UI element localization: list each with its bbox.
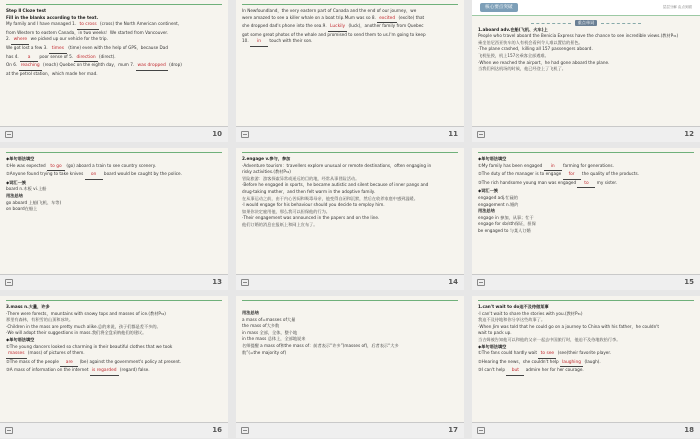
text-segment: 1.can't wait to do迫不及待做某事 <box>478 304 549 309</box>
slide-text-line <box>478 337 694 344</box>
slide-text-line <box>478 27 694 34</box>
thumbnail-select-icon[interactable] <box>477 131 485 138</box>
text-segment: On 6. <box>6 62 19 68</box>
text-segment: ◆单句语法填空 <box>478 343 507 349</box>
slide-text-line <box>478 180 694 189</box>
text-segment: poor sense of 5. <box>38 53 75 59</box>
slide-text-line <box>242 176 458 183</box>
text-segment: (excite) that <box>397 14 425 20</box>
slide-text-line <box>242 182 458 189</box>
answer-blank: masses <box>6 351 27 359</box>
text-segment: ·Children in the mass are pretty much alike.总的来说，孩子们都是差不多的。 <box>6 323 161 329</box>
section-tag-row <box>478 20 694 27</box>
text-segment: she dropped dad's phone into the sea.9. <box>242 23 328 29</box>
section-header-subtitle: 层层分解 由点到面 <box>662 5 692 9</box>
text-segment: ·When Jim was told that he could go on a journey to China with his father，he couldn't <box>478 323 660 329</box>
text-segment: ②Hearing the news，she couldn't help <box>478 358 561 364</box>
answer-blank: but <box>506 368 524 376</box>
slide-number: 18 <box>684 426 694 434</box>
text-segment: 当我们到达机场的时候，他已经登上了飞机了。 <box>478 66 566 72</box>
slide-number: 15 <box>684 278 694 286</box>
text-segment: engaged adj.忙碌的 <box>478 194 518 200</box>
text-segment: 2. <box>6 36 12 42</box>
slide-text-line <box>6 54 222 63</box>
text-segment: a mass of=masses of大量 <box>242 316 296 322</box>
text-segment: 在从事运动之前，由于内心苦闷和吸毒母亲，他变得自闭和沉默，然后在收养家庭中感到温暖。 <box>242 195 418 201</box>
slide-text-line <box>6 71 222 78</box>
text-segment: ◆词汇一族 <box>6 179 26 185</box>
text-segment: got some great photos of the whale and promised to send them to us.I'm going to keep <box>242 31 426 37</box>
slide-text-line <box>478 304 694 311</box>
slide-text-line <box>478 40 694 47</box>
text-segment: ·Their engagement was announced in the papers and on the line. <box>242 215 380 221</box>
text-segment: (direct). <box>97 53 116 59</box>
slide-text-line <box>242 196 458 203</box>
slide-text-line <box>242 189 458 196</box>
slide-text-line <box>478 188 694 195</box>
text-segment: 冒险旅游：游客探索异常或遥远的目的地，经常从事冒险活动。 <box>242 175 360 181</box>
answer-blank: for <box>563 172 581 180</box>
text-segment: 飞机坠毁，机上157名乘客全部遇难。 <box>478 52 549 58</box>
answer-blank: direction <box>74 55 97 63</box>
text-segment: from Western to eastern Canada，in two weeks！We started from Vancouver． <box>6 29 172 35</box>
slide-text-line <box>6 186 222 193</box>
slide-thumbnail[interactable] <box>0 296 228 438</box>
answer-blank: in <box>250 39 268 47</box>
slide-text-line <box>478 156 694 163</box>
text-segment: wait to pack up. <box>478 330 512 336</box>
slide-text-line <box>478 324 694 331</box>
text-segment: ②The mass of the people <box>6 358 61 364</box>
answer-blank: to <box>577 181 595 189</box>
slide-text-line <box>6 156 222 163</box>
slide-text-line <box>478 221 694 228</box>
text-segment: at the petrol station，which made her mad. <box>6 70 98 76</box>
thumbnail-select-icon[interactable] <box>5 427 13 434</box>
slide-text-line <box>242 8 458 15</box>
text-segment: 用法总结 <box>242 310 259 315</box>
slide-text-line <box>242 350 458 357</box>
slide-thumbnail[interactable] <box>236 296 464 438</box>
text-segment: (go) aboard a train to see country scenery. <box>65 162 156 168</box>
text-segment: 2.engage v.参与，参加 <box>242 156 291 161</box>
text-segment: ◆单句语法填空 <box>6 156 35 161</box>
thumbnail-select-icon[interactable] <box>477 427 485 434</box>
answer-blank: times <box>49 46 67 54</box>
slide-text-line <box>242 38 458 47</box>
text-segment: the mass of大多数 <box>242 323 280 329</box>
text-segment: ·Adventure tourism：travellers explore unusual or remote destinations，often engaging in <box>242 162 432 168</box>
slide-text-line <box>478 46 694 53</box>
slide-text-line <box>6 337 222 344</box>
slide-text-line <box>6 200 222 207</box>
slide-text-line <box>6 304 222 311</box>
text-segment: ·I would engage for his behaviour should you decide to employ him. <box>242 202 385 208</box>
slide-thumbnail[interactable] <box>236 148 464 290</box>
slide-text-line <box>6 193 222 200</box>
slide-text-line <box>6 317 222 324</box>
section-tag: 重点单词 <box>575 20 598 26</box>
answer-blank: a <box>20 55 38 63</box>
slide-text-line <box>478 171 694 180</box>
answer-blank: excited <box>377 16 397 24</box>
text-segment: 当吉姆被告知他可以和他的父亲一起去中国旅行时，他迫不及待地收拾行李。 <box>478 336 621 342</box>
text-segment: (be) against the government's policy at present. <box>78 358 182 364</box>
text-segment: 名师提醒 a mass of和the mass of：前者表示“许多”(masses of)，后者表示“大多 <box>242 342 399 348</box>
slide-text-line <box>242 209 458 216</box>
answer-blank: where <box>11 37 29 45</box>
text-segment: (mass) of pictures of them. <box>26 350 85 356</box>
slide-text-line <box>478 344 694 351</box>
text-segment: ·There were forests，mountains with snowy tops and masses of ice.(教材P₃₂) <box>6 310 166 316</box>
answer-blank: on <box>85 172 103 180</box>
text-segment: drug-taking mother，and then felt warm in the adoptive family. <box>242 188 376 194</box>
text-segment: the quality of the products. <box>580 171 639 177</box>
section-header-label: 核心要点突破 <box>480 3 518 12</box>
slide-text-line <box>6 62 222 71</box>
text-segment: 他们订婚的消息在报纸上和网上宣布了。 <box>242 221 318 227</box>
text-segment: ③A mass of information on the internet <box>6 367 90 373</box>
thumbnail-select-icon[interactable] <box>477 279 485 286</box>
slide-text-line <box>478 330 694 337</box>
slide-number: 10 <box>212 130 222 138</box>
text-segment: 那里有森林，有积雪的山顶和冰块。 <box>6 317 74 323</box>
slide-number: 16 <box>212 426 222 434</box>
text-segment: Fill in the blanks according to the text. <box>6 14 99 20</box>
thumbnail-select-icon[interactable] <box>241 427 249 434</box>
slide-number: 11 <box>448 130 458 138</box>
text-segment: We got lost a few 3. <box>6 44 49 50</box>
text-segment: 1.aboard adv.在船(飞机、火车)上 <box>478 26 548 32</box>
answer-blank: to see <box>538 351 556 359</box>
slide-text-line <box>6 359 222 368</box>
slide-thumbnail[interactable] <box>472 296 700 438</box>
answer-blank: laughing <box>560 360 583 368</box>
text-segment: ③The rich handsome young man was engaged <box>478 179 578 185</box>
text-segment: ·The plane crashed，killing all 157 passengers aboard. <box>478 46 593 52</box>
slide-text-line <box>242 310 458 317</box>
text-segment: be engaged to 与某人订婚 <box>478 227 531 233</box>
text-segment: ◆单句语法填空 <box>478 156 507 161</box>
thumbnail-select-icon[interactable] <box>241 131 249 138</box>
slide-text-line <box>6 8 222 15</box>
slide-text-line <box>6 171 222 180</box>
answer-blank: to cross <box>77 22 98 30</box>
slide-text-line <box>6 45 222 54</box>
text-segment: board n.木板 vi.上船 <box>6 186 47 192</box>
slide-text-line <box>242 163 458 170</box>
slide-text-line <box>6 330 222 337</box>
text-segment: in the mass 总体上，全部地说来 <box>242 336 306 342</box>
text-segment: 如果你决定雇用他，那么我可以担保他的行为。 <box>242 208 330 214</box>
text-segment: My family and I have managed 1. <box>6 21 78 27</box>
text-segment: ·We will adopt their suggestions in mass.我们将全盘采纳他们的建议。 <box>6 330 147 336</box>
slide-text-line <box>242 317 458 324</box>
slide-text-line <box>478 60 694 67</box>
text-segment: 我迫不及待地和你分享这些故事了。 <box>478 317 546 323</box>
text-segment: ①He was expected <box>6 162 48 168</box>
text-segment: 10. <box>242 38 250 44</box>
text-segment: (reach) Quebec on the eighth day，mum 7. <box>41 62 136 68</box>
text-segment: (luck)，another family from Quebec <box>347 23 424 29</box>
text-segment: ③I can't help <box>478 367 507 373</box>
answer-blank: are <box>60 360 78 368</box>
slide-text-line <box>6 36 222 45</box>
slide-text-line <box>242 15 458 24</box>
text-segment: ·When we reached the airport，he had gone aboard the plane. <box>478 59 610 65</box>
slide-text-line <box>6 163 222 172</box>
text-segment: has 4. <box>6 53 21 59</box>
text-segment: engage in 参加，从事；忙于 <box>478 214 534 220</box>
slide-thumbnail[interactable] <box>236 0 464 142</box>
text-segment: farming for generations. <box>561 162 614 168</box>
answer-blank: Luckily <box>328 24 347 32</box>
text-segment: 用法总结 <box>6 192 23 198</box>
slide-text-line <box>478 311 694 318</box>
slide-thumbnail[interactable] <box>472 148 700 290</box>
text-segment: (drop) <box>167 62 182 68</box>
text-segment: we picked up our vehicle for the trip. <box>29 36 108 42</box>
slide-text-line <box>478 33 694 40</box>
slide-text-line <box>242 330 458 337</box>
text-segment: In Newfoundland，the very eastern part of Canada and the end of our journey，we <box>242 8 417 13</box>
answer-blank: to go <box>47 164 65 172</box>
slide-text-line <box>478 228 694 235</box>
text-segment: ②Anyone found trying to take knives <box>6 171 85 177</box>
slide-text-line <box>478 163 694 172</box>
slide-text-line <box>6 311 222 318</box>
answer-blank: in <box>544 164 562 172</box>
slide-number: 17 <box>448 426 458 434</box>
text-segment: in mass 全部，全体，整个地 <box>242 329 298 335</box>
slide-thumbnail[interactable] <box>0 0 228 142</box>
text-segment: ②The duty of the manager is to engage <box>478 171 563 177</box>
text-segment: ①The young dancers looked so charming in their beautiful clothes that we took <box>6 343 173 349</box>
slide-text-line <box>242 336 458 343</box>
slide-text-line <box>242 202 458 209</box>
slide-text-line <box>242 222 458 229</box>
slide-text-line <box>242 323 458 330</box>
text-segment: Step Ⅱ Cloze test <box>6 8 46 13</box>
slide-text-line <box>242 23 458 32</box>
slide-text-line <box>6 324 222 331</box>
slide-text-line <box>478 66 694 73</box>
slide-text-line <box>6 21 222 30</box>
text-segment: ①The fans could hardly wait <box>478 350 539 356</box>
slide-text-line <box>478 317 694 324</box>
slide-text-line <box>478 53 694 60</box>
slide-text-line <box>6 344 222 351</box>
text-segment: were amazed to see a killer whale on a boat trip.Mum was so 8. <box>242 14 378 20</box>
text-segment: touch with their son. <box>268 38 313 44</box>
text-segment: risky activities.(教材P₃₂) <box>242 169 291 175</box>
slide-text-line <box>478 367 694 376</box>
slide-text-line <box>242 343 458 350</box>
text-segment: admire her for her courage. <box>524 367 584 373</box>
answer-blank: is regarded <box>90 368 119 376</box>
text-segment: People who travel aboard the Benicia Express have the chance to see incredible views.(教材P₃₁) <box>478 33 679 39</box>
slide-text-line <box>478 350 694 359</box>
slide-number: 13 <box>212 278 222 286</box>
text-segment: engagement n.婚约 <box>478 201 519 207</box>
slide-text-line <box>242 169 458 176</box>
slide-text-line <box>478 195 694 202</box>
text-segment: on board在船上 <box>6 206 38 212</box>
text-segment: ◆词汇一族 <box>478 188 498 194</box>
slide-thumbnail[interactable] <box>0 148 228 290</box>
slide-text-line <box>6 180 222 187</box>
slide-text-line <box>478 359 694 368</box>
slide-text-line <box>6 30 222 37</box>
text-segment: ①My family has been engaged <box>478 162 544 168</box>
text-segment: engage for sb/sth保证，担保 <box>478 221 536 227</box>
text-segment: ·I can't wait to share the stories with you.(教材P₃₁) <box>478 310 583 316</box>
text-segment: (see)their favorite player. <box>556 350 612 356</box>
text-segment: 用法总结 <box>478 208 495 214</box>
text-segment: my sister. <box>595 179 618 185</box>
answer-blank: was dropped <box>136 63 168 71</box>
slide-text-line <box>242 215 458 222</box>
slide-text-line <box>6 350 222 359</box>
thumbnail-select-icon[interactable] <box>241 279 249 286</box>
slide-text-line <box>6 15 222 22</box>
text-segment: (time) even with the help of GPS，because Dad <box>66 44 168 50</box>
text-segment: (cross) the North American continent, <box>98 21 180 27</box>
text-segment: (laugh). <box>583 358 601 364</box>
slide-thumbnail[interactable] <box>472 0 700 142</box>
thumbnail-select-icon[interactable] <box>5 131 13 138</box>
text-segment: ·Before he engaged in sports，he became autistic and silent because of inner pangs and <box>242 182 429 188</box>
thumbnail-select-icon[interactable] <box>5 279 13 286</box>
text-segment: board would be caught by the police. <box>102 171 182 177</box>
text-segment: go aboard 上船(飞机、车等) <box>6 199 62 205</box>
text-segment: ◆单句语法填空 <box>6 336 35 342</box>
text-segment: 数”(=the majority of) <box>242 349 287 355</box>
text-segment: 乘坐伯尼西亚快车的人有机会看到令人难以置信的景色。 <box>478 39 583 45</box>
slide-text-line <box>478 202 694 209</box>
slide-text-line <box>242 32 458 39</box>
text-segment: 3.mass n.大量，许多 <box>6 304 50 309</box>
slide-text-line <box>478 215 694 222</box>
slide-text-line <box>6 367 222 376</box>
slide-text-line <box>242 156 458 163</box>
answer-blank: reaching <box>19 63 42 71</box>
slide-text-line <box>478 208 694 215</box>
slide-text-line <box>6 206 222 213</box>
slide-number: 14 <box>448 278 458 286</box>
text-segment: (regard) false. <box>118 367 150 373</box>
slide-number: 12 <box>684 130 694 138</box>
